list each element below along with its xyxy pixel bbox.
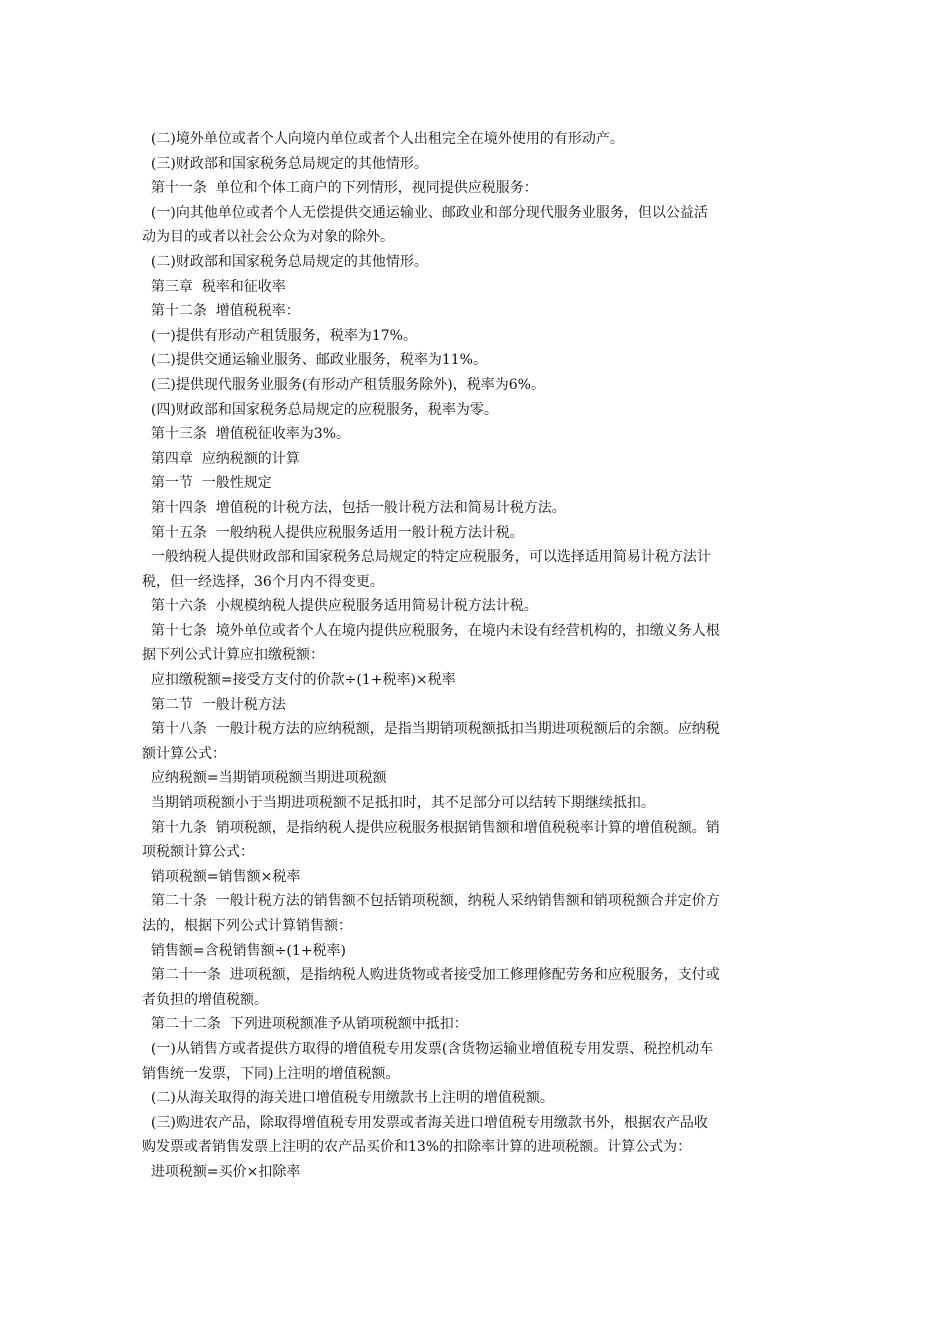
text-line: (四)财政部和国家税务总局规定的应税服务，税率为零。 (142, 401, 498, 418)
text-line: (三)提供现代服务业服务(有形动产租赁服务除外)，税率为6%。 (142, 376, 545, 393)
text-line: (三)财政部和国家税务总局规定的其他情形。 (142, 155, 428, 172)
text-line: 销售额=含税销售额÷(1+税率) (142, 942, 346, 959)
text-line: 项税额计算公式： (142, 844, 254, 861)
text-line: 第十七条 境外单位或者个人在境内提供应税服务，在境内未设有经营机构的，扣缴义务人根 (142, 622, 720, 639)
text-line: 动为目的或者以社会公众为对象的除外。 (142, 229, 394, 246)
text-line: 进项税额=买价×扣除率 (142, 1163, 301, 1180)
text-line: 第十四条 增值税的计税方法，包括一般计税方法和简易计税方法。 (142, 499, 566, 516)
text-line: 第十八条 一般计税方法的应纳税额，是指当期销项税额抵扣当期进项税额后的余额。应纳税 (142, 721, 720, 738)
text-line: (二)从海关取得的海关进口增值税专用缴款书上注明的增值税额。 (142, 1090, 554, 1107)
text-line: 第三章 税率和征收率 (142, 278, 286, 295)
text-line: 第一节 一般性规定 (142, 475, 272, 492)
text-line: (一)提供有形动产租赁服务，税率为17%。 (142, 327, 417, 344)
text-line: 当期销项税额小于当期进项税额不足抵扣时，其不足部分可以结转下期继续抵扣。 (142, 795, 655, 812)
text-line: 第二十条 一般计税方法的销售额不包括销项税额，纳税人采纳销售额和销项税额合并定价方 (142, 893, 720, 910)
text-line: 一般纳税人提供财政部和国家税务总局规定的特定应税服务，可以选择适用简易计税方法计 (142, 549, 711, 566)
text-line: 者负担的增值税额。 (142, 991, 268, 1008)
text-line: 购发票或者销售发票上注明的农产品买价和13%的扣除率计算的进项税额。计算公式为： (142, 1139, 692, 1156)
text-line: 第十六条 小规模纳税人提供应税服务适用简易计税方法计税。 (142, 598, 538, 615)
text-line: 法的，根据下列公式计算销售额： (142, 918, 352, 934)
text-line: 销售统一发票，下同)上注明的增值税额。 (142, 1065, 400, 1082)
text-line: (二)提供交通运输业服务、邮政业服务，税率为11%。 (142, 352, 487, 369)
text-line: 第二十一条 进项税额，是指纳税人购进货物或者接受加工修理修配劳务和应税服务，支付或 (142, 967, 720, 984)
text-line: 第十三条 增值税征收率为3%。 (142, 426, 351, 443)
text-line: 税，但一经选择，36个月内不得变更。 (142, 573, 384, 590)
text-line: 应纳税额=当期销项税额当期进项税额 (142, 770, 387, 787)
text-line: 第十五条 一般纳税人提供应税服务适用一般计税方法计税。 (142, 524, 524, 541)
text-line: 第十一条 单位和个体工商户的下列情形，视同提供应税服务： (142, 180, 538, 197)
text-line: 第十九条 销项税额，是指纳税人提供应税服务根据销售额和增值税税率计算的增值税额。销 (142, 819, 720, 836)
text-line: (二)境外单位或者个人向境内单位或者个人出租完全在境外使用的有形动产。 (142, 131, 624, 147)
text-line: 据下列公式计算应扣缴税额： (142, 647, 324, 664)
text-line: 第四章 应纳税额的计算 (142, 450, 300, 467)
text-line: 额计算公式： (142, 745, 226, 762)
text-line: (三)购进农产品，除取得增值税专用发票或者海关进口增值税专用缴款书外，根据农产品收 (142, 1114, 708, 1131)
text-line: 第二十二条 下列进项税额准予从销项税额中抵扣： (142, 1016, 468, 1033)
text-line: 第十二条 增值税税率： (142, 303, 300, 320)
text-line: 应扣缴税额=接受方支付的价款÷(1+税率)×税率 (142, 672, 456, 689)
text-line: 销项税额=销售额×税率 (142, 868, 301, 885)
document-body (142, 127, 814, 1185)
text-line: 第二节 一般计税方法 (142, 696, 286, 713)
text-line: (一)向其他单位或者个人无偿提供交通运输业、邮政业和部分现代服务业服务，但以公益活 (142, 204, 708, 221)
text-line: (一)从销售方或者提供方取得的增值税专用发票(含货物运输业增值税专用发票、税控机动车 (142, 1040, 714, 1057)
text-line: (二)财政部和国家税务总局规定的其他情形。 (142, 253, 428, 270)
